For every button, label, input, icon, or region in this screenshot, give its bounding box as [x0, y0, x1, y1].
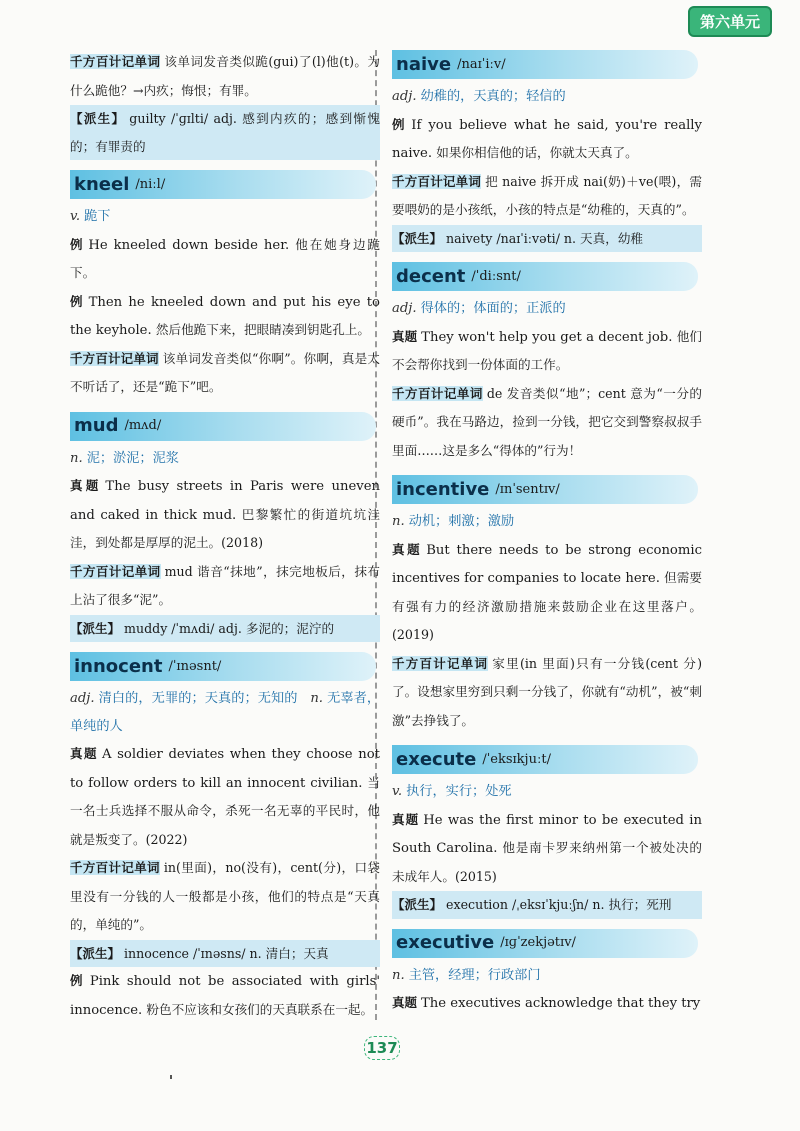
pos-execute: v. 执行，实行；处死: [392, 784, 512, 799]
real-mud: 真题 The busy streets in Paris were uneven and caked in thick mud. 巴黎繁忙的街道坑坑洼洼，到处都是厚厚的泥土。(2018): [70, 478, 380, 550]
word-bar-execute: execute /ˈeksɪkjuːt/: [392, 745, 698, 774]
mnemonic-kneel: 千方百计记单词 该单词发音类似“你啊”。你啊，真是太不听话了，还是“跪下”吧。: [70, 350, 380, 394]
unit-tab: 第六单元: [688, 6, 772, 37]
right-column: [392, 48, 702, 1018]
mnemonic-decent: 千方百计记单词 de 发音类似“地”；cent 意为“一分的硬币”。我在马路边，捡到一分钱，把它交到警察叔叔手里面……这是多么“得体的”行为！: [392, 385, 702, 458]
intro-derived: 【派生】 guilty /ˈɡɪlti/ adj. 感到内疚的；感到惭愧的；有罪责的: [70, 105, 380, 160]
word-bar-innocent: innocent /ˈɪnəsnt/: [70, 652, 376, 681]
example-kneel-1: 例 He kneeled down beside her. 他在她身边跪下。: [70, 236, 380, 280]
mnemonic-mud: 千方百计记单词 mud 谐音“抹地”，抹完地板后，抹布上沾了很多“泥”。: [70, 563, 380, 607]
word-bar-naive: naive /naɪˈiːv/: [392, 50, 698, 79]
word-bar-incentive: incentive /ɪnˈsentɪv/: [392, 475, 698, 504]
pos-naive: adj. 幼稚的，天真的；轻信的: [392, 89, 566, 104]
example-kneel-2: 例 Then he kneeled down and put his eye to the keyhole. 然后他跪下来，把眼睛凑到钥匙孔上。: [70, 293, 380, 338]
example-naive: 例 If you believe what he said, you're really naive. 如果你相信他的话，你就太天真了。: [392, 116, 702, 161]
real-decent: 真题 They won't help you get a decent job. 他们不会帮你找到一份体面的工作。: [392, 328, 702, 372]
real-innocent: 真题 A soldier deviates when they choose not to follow orders to kill an innocent civilian. 当一名士兵选择不服从命令，杀死一名无辜的平民时，他就是叛变了。(2022): [70, 746, 380, 847]
word-bar-executive: executive /ɪɡˈzekjətɪv/: [392, 929, 698, 958]
pos-incentive: n. 动机；刺激；激励: [392, 514, 515, 529]
left-column: [70, 48, 380, 1024]
pos-decent: adj. 得体的；体面的；正派的: [392, 301, 566, 316]
example-innocent: 例 Pink should not be associated with girls' innocence. 粉色不应该和女孩们的天真联系在一起。: [70, 973, 380, 1018]
pos-innocent: adj. 清白的，无罪的；天真的；无知的 n. 无辜者，单纯的人: [70, 691, 381, 734]
intro-mnemonic: 千方百计记单词 该单词发音类似跪(gui)了(l)他(t)。为什么跪他？→内疚；悔恨；有罪。: [70, 54, 380, 98]
real-incentive: 真题 But there needs to be strong economic incentives for companies to locate here. 但需要有强有力的经济激励措施来鼓励企业在这里落户。(2019): [392, 541, 703, 642]
pos-executive: n. 主管，经理；行政部门: [392, 967, 541, 983]
derived-naive: 【派生】 naivety /naɪˈiːvəti/ n. 天真，幼稚: [392, 225, 702, 253]
word-bar-mud: mud /mʌd/: [70, 412, 376, 441]
derived-mud: 【派生】 muddy /ˈmʌdi/ adj. 多泥的；泥泞的: [70, 615, 380, 643]
real-executive: 真题 The executives acknowledge that they try: [392, 995, 701, 1011]
mnemonic-innocent: 千方百计记单词 in(里面)，no(没有)，cent(分)，口袋里没有一分钱的人一般都是小孩，他们的特点是“天真的，单纯的”。: [70, 860, 380, 932]
derived-execute: 【派生】 execution /ˌeksɪˈkjuːʃn/ n. 执行；死刑: [392, 891, 702, 919]
page-number: 137: [364, 1036, 400, 1060]
pos-mud: n. 泥；淤泥；泥浆: [70, 450, 179, 466]
pos-kneel: v. 跪下: [70, 209, 111, 224]
derived-innocent: 【派生】 innocence /ˈɪnəsns/ n. 清白；天真: [70, 940, 380, 968]
mnemonic-incentive: 千方百计记单词 家里(in 里面)只有一分钱(cent 分)了。设想家里穷到只剩一分钱了，你就有“动机”，被“刺激”去挣钱了。: [392, 655, 702, 728]
print-mark: [170, 1075, 172, 1079]
real-execute: 真题 He was the first minor to be executed in South Carolina. 他是南卡罗来纳州第一个被处决的未成年人。(2015): [392, 811, 702, 884]
mnemonic-naive: 千方百计记单词 把 naive 拆开成 nai(奶)＋ve(喂)，需要喂奶的是小孩纸，小孩的特点是“幼稚的，天真的”。: [392, 173, 702, 217]
word-bar-kneel: kneel /niːl/: [70, 170, 376, 199]
word-bar-decent: decent /ˈdiːsnt/: [392, 262, 698, 291]
